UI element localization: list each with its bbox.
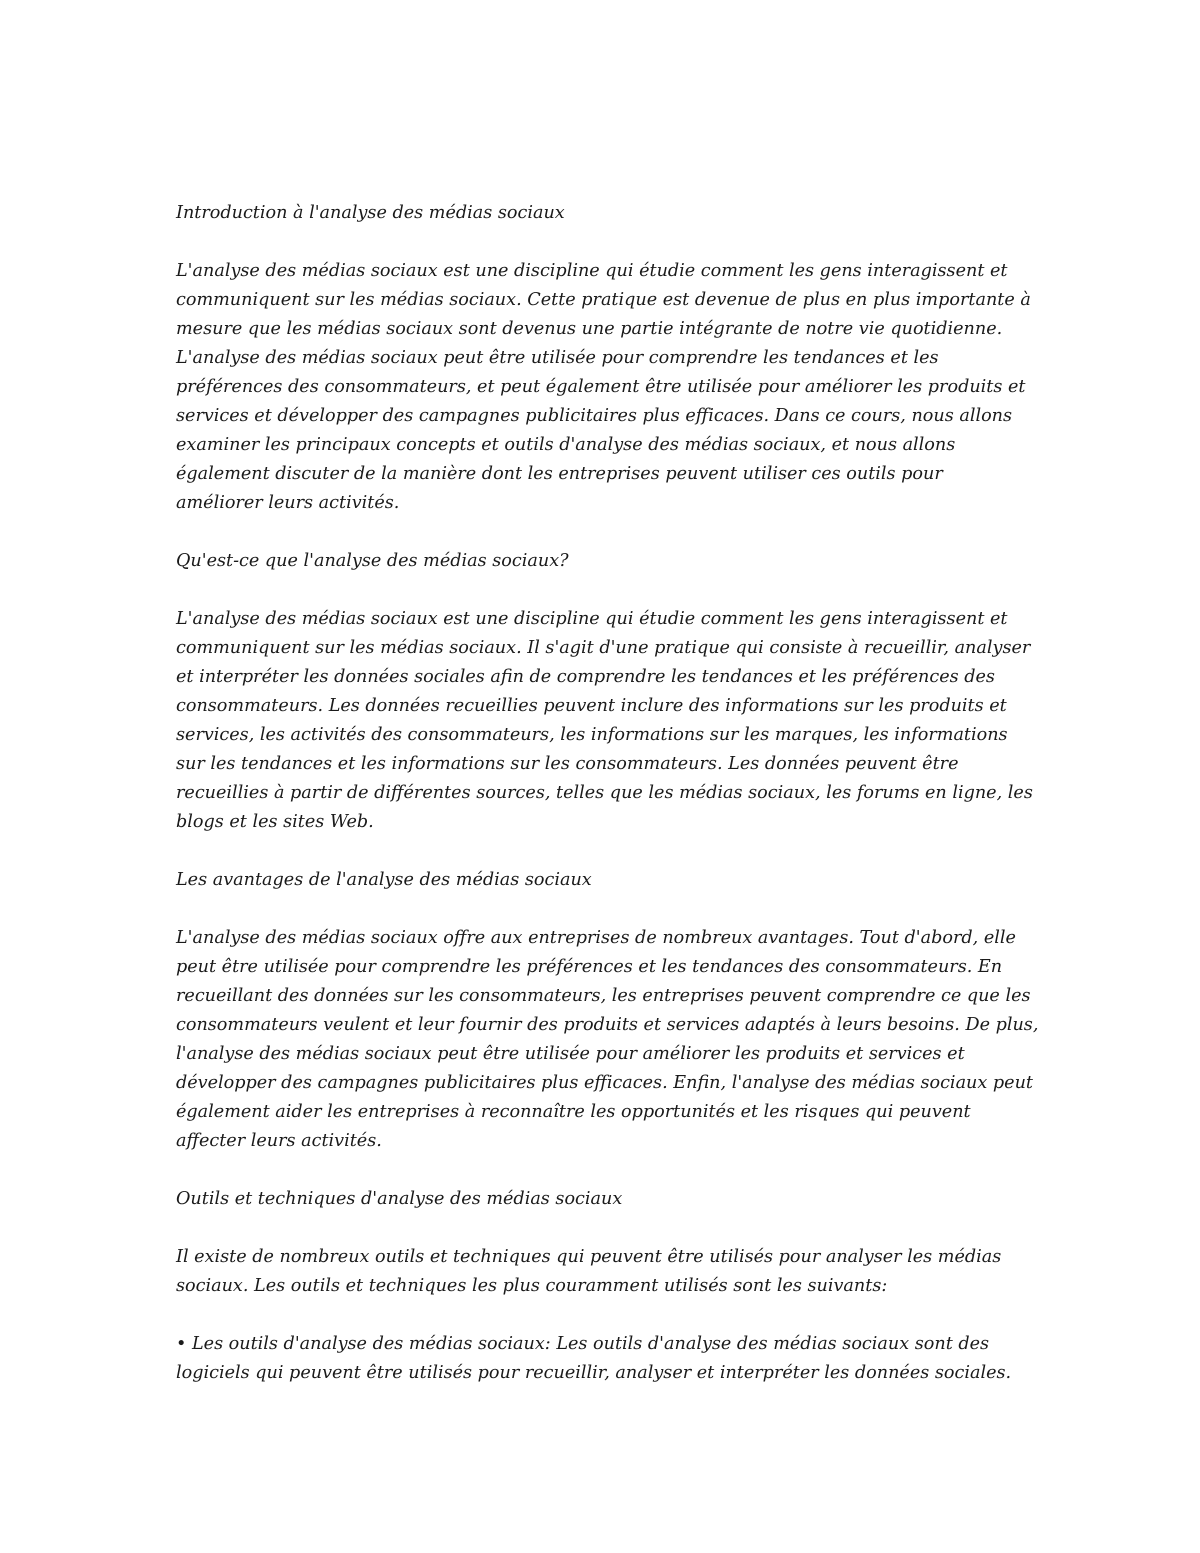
section-paragraph-tools bbox=[176, 1243, 1036, 1301]
text-line: Il existe de nombreux outils et techniques qui peuvent être utilisés pour analyser les médias bbox=[176, 1247, 1002, 1267]
section-heading-definition: Qu'est-ce que l'analyse des médias sociaux? bbox=[176, 551, 569, 571]
text-line: recueillant des données sur les consommateurs, les entreprises peuvent comprendre ce que les bbox=[176, 986, 1031, 1006]
text-line: préférences des consommateurs, et peut également être utilisée pour améliorer les produits et bbox=[176, 377, 1026, 397]
text-line: affecter leurs activités. bbox=[176, 1131, 382, 1151]
section-heading-introduction: Introduction à l'analyse des médias sociaux bbox=[176, 203, 565, 223]
section-heading-advantages: Les avantages de l'analyse des médias sociaux bbox=[176, 870, 592, 890]
text-line: L'analyse des médias sociaux peut être utilisée pour comprendre les tendances et les bbox=[176, 348, 939, 368]
text-line: communiquent sur les médias sociaux. Cette pratique est devenue de plus en plus importante à bbox=[176, 290, 1031, 310]
text-line: • Les outils d'analyse des médias sociaux: Les outils d'analyse des médias sociaux sont des bbox=[176, 1334, 990, 1354]
section-paragraph-advantages bbox=[176, 924, 1039, 1156]
bullet-item-analysis-tools bbox=[176, 1330, 1036, 1388]
text-line: sur les tendances et les informations sur les consommateurs. Les données peuvent être bbox=[176, 754, 959, 774]
text-line: services, les activités des consommateurs, les informations sur les marques, les informations bbox=[176, 725, 1008, 745]
text-line: blogs et les sites Web. bbox=[176, 812, 374, 832]
text-line: examiner les principaux concepts et outils d'analyse des médias sociaux, et nous allons bbox=[176, 435, 956, 455]
text-line: améliorer leurs activités. bbox=[176, 493, 400, 513]
text-line: services et développer des campagnes publicitaires plus efficaces. Dans ce cours, nous allons bbox=[176, 406, 1013, 426]
text-line: et interpréter les données sociales afin de comprendre les tendances et les préférences des bbox=[176, 667, 995, 687]
document-body bbox=[176, 199, 1039, 1417]
text-line: recueillies à partir de différentes sources, telles que les médias sociaux, les forums en ligne, les bbox=[176, 783, 1033, 803]
text-line: également aider les entreprises à reconnaître les opportunités et les risques qui peuvent bbox=[176, 1102, 971, 1122]
text-line: peut être utilisée pour comprendre les préférences et les tendances des consommateurs. En bbox=[176, 957, 1003, 977]
text-line: L'analyse des médias sociaux offre aux entreprises de nombreux avantages. Tout d'abord, elle bbox=[176, 928, 1016, 948]
text-line: L'analyse des médias sociaux est une discipline qui étudie comment les gens interagissent et bbox=[176, 261, 1008, 281]
section-paragraph-definition bbox=[176, 605, 1036, 837]
text-line: consommateurs. Les données recueillies peuvent inclure des informations sur les produits et bbox=[176, 696, 1007, 716]
text-line: mesure que les médias sociaux sont devenus une partie intégrante de notre vie quotidienne. bbox=[176, 319, 1003, 339]
text-line: L'analyse des médias sociaux est une discipline qui étudie comment les gens interagissent et bbox=[176, 609, 1008, 629]
section-paragraph-introduction bbox=[176, 257, 1036, 518]
section-heading-tools: Outils et techniques d'analyse des médias sociaux bbox=[176, 1189, 623, 1209]
text-line: logiciels qui peuvent être utilisés pour recueillir, analyser et interpréter les données sociales. bbox=[176, 1363, 1012, 1383]
text-line: également discuter de la manière dont les entreprises peuvent utiliser ces outils pour bbox=[176, 464, 943, 484]
text-line: consommateurs veulent et leur fournir des produits et services adaptés à leurs besoins. De plus, bbox=[176, 1015, 1039, 1035]
text-line: communiquent sur les médias sociaux. Il s'agit d'une pratique qui consiste à recueillir, analyser bbox=[176, 638, 1031, 658]
text-line: l'analyse des médias sociaux peut être utilisée pour améliorer les produits et services et bbox=[176, 1044, 965, 1064]
text-line: développer des campagnes publicitaires plus efficaces. Enfin, l'analyse des médias sociaux peut bbox=[176, 1073, 1033, 1093]
text-line: sociaux. Les outils et techniques les plus couramment utilisés sont les suivants: bbox=[176, 1276, 888, 1296]
